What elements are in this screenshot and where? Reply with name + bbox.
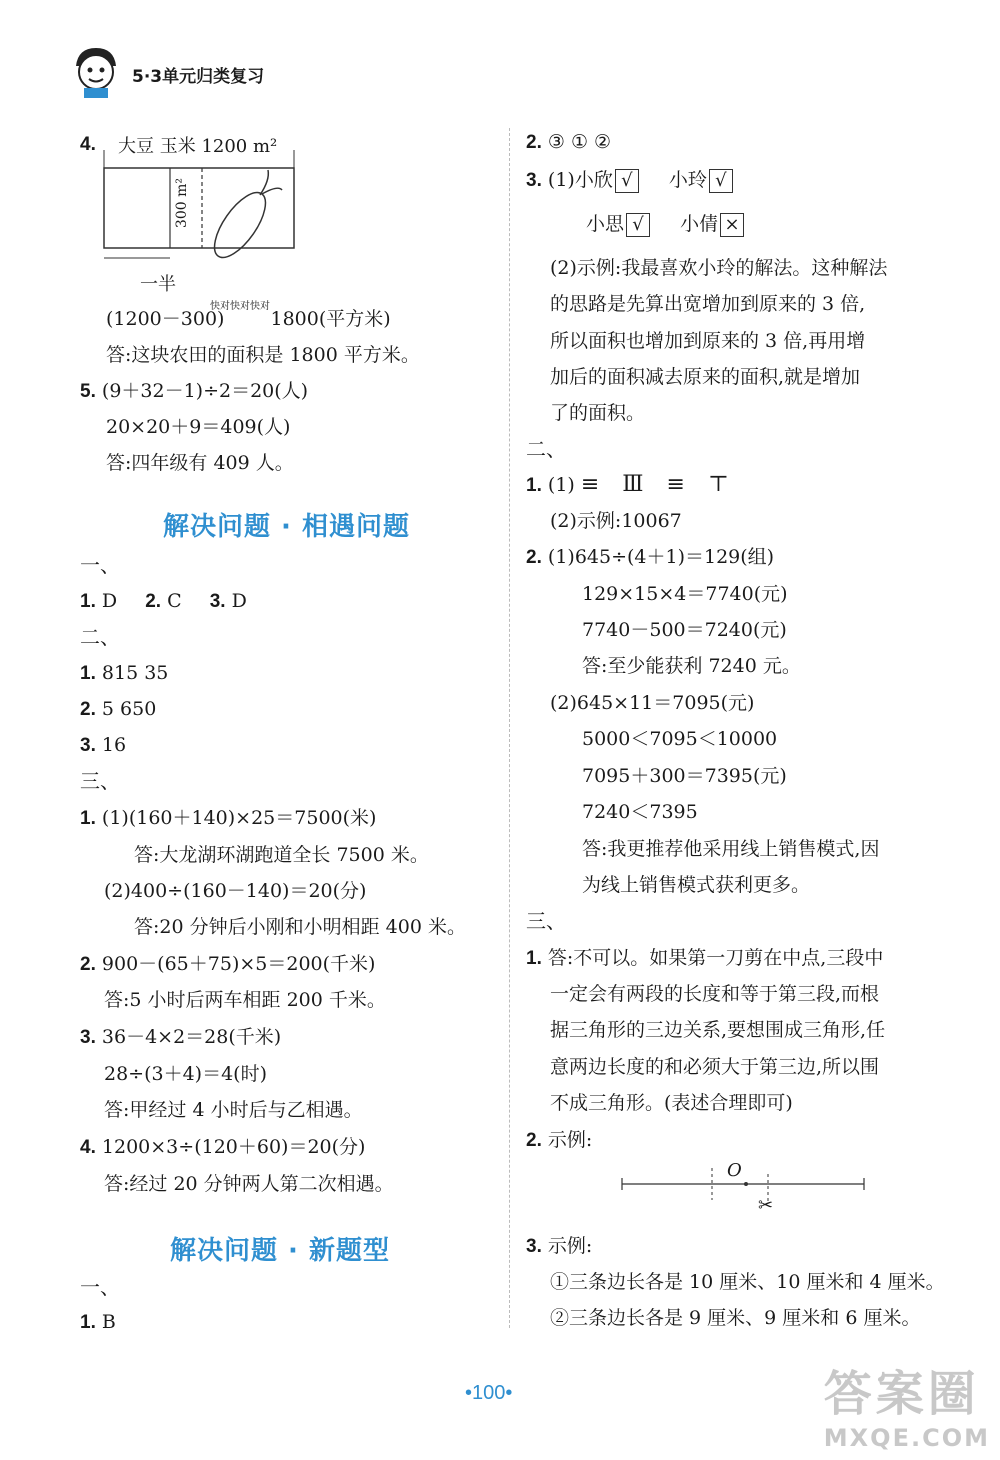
s1-choice-row: 1. D 2. C 3. D bbox=[80, 590, 247, 612]
r-t1-line1: 1. 答:不可以。如果第一刀剪在中点,三段中 bbox=[526, 947, 884, 969]
heading-part1: 一、 bbox=[80, 553, 120, 577]
header-title: 5·3单元归类复习 bbox=[132, 67, 265, 87]
r-r2-line5: (2)645×11＝7095(元) bbox=[550, 692, 755, 714]
r-r2-line9: 答:我更推荐他采用线上销售模式,因 bbox=[582, 838, 880, 860]
r-t3-line1: ①三条边长各是 10 厘米、10 厘米和 4 厘米。 bbox=[550, 1271, 945, 1293]
check-box: √ bbox=[615, 169, 639, 193]
r-r2-line8: 7240＜7395 bbox=[582, 801, 698, 823]
r-r2-line6: 5000＜7095＜10000 bbox=[582, 728, 778, 750]
r-q3-p2-l2: 的思路是先算出宽增加到原来的 3 倍, bbox=[550, 293, 866, 315]
r-t3-line2: ②三条边长各是 9 厘米、9 厘米和 6 厘米。 bbox=[550, 1307, 921, 1329]
q5-line2: 20×20＋9＝409(人) bbox=[106, 416, 291, 438]
heading-part3: 三、 bbox=[80, 769, 120, 793]
p1-line3: (2)400÷(160－140)＝20(分) bbox=[104, 880, 367, 902]
r-q3-p2-l5: 了的面积。 bbox=[550, 402, 646, 424]
counting-rods: ≡ Ⅲ ≡ ⊤ bbox=[580, 472, 737, 497]
fig-label-side: 300 m² bbox=[174, 178, 190, 229]
r-q3-row2: 小思 √ 小倩 × bbox=[586, 212, 746, 237]
r-q3-row1: 3. (1)小欣 √ 小玲 √ bbox=[526, 168, 735, 193]
r-t1-line2: 一定会有两段的长度和等于第三段,而根 bbox=[550, 983, 880, 1005]
q4-number: 4. bbox=[80, 134, 96, 155]
p4-line2: 答:经过 20 分钟两人第二次相遇。 bbox=[104, 1173, 394, 1195]
p1-line1: 1. (1)(160＋140)×25＝7500(米) bbox=[80, 807, 377, 829]
section-title-meeting: 解决问题 · 相遇问题 bbox=[163, 512, 410, 542]
r-r1-line2: (2)示例:10067 bbox=[550, 510, 682, 532]
r-t3: 3. 示例: bbox=[526, 1235, 593, 1257]
r-heading-part3: 三、 bbox=[526, 909, 566, 933]
column-divider bbox=[509, 128, 510, 1328]
r-q3-p2-l3: 所以面积也增加到原来的 3 倍,再用增 bbox=[550, 330, 866, 352]
p2-line1: 2. 900－(65＋75)×5＝200(千米) bbox=[80, 953, 376, 975]
r-t1-line4: 意两边长度的和必须大于第三边,所以围 bbox=[550, 1056, 880, 1078]
r-heading-part2: 二、 bbox=[526, 437, 566, 461]
s1-fill-1: 1. 815 35 bbox=[80, 662, 169, 684]
p3-line1: 3. 36－4×2＝28(千米) bbox=[80, 1026, 282, 1048]
r-r1-line1: 1. (1) ≡ Ⅲ ≡ ⊤ bbox=[526, 472, 737, 497]
r-r2-line7: 7095＋300＝7395(元) bbox=[582, 765, 787, 787]
r-r2-line4: 答:至少能获利 7240 元。 bbox=[582, 655, 801, 677]
point-o-label: O bbox=[727, 1160, 742, 1181]
r-r2-line3: 7740－500＝7240(元) bbox=[582, 619, 787, 641]
page-number: •100• bbox=[465, 1382, 513, 1404]
s1-fill-2: 2. 5 650 bbox=[80, 698, 157, 720]
r-t2: 2. 示例: bbox=[526, 1129, 593, 1151]
r-q3-p2-l1: (2)示例:我最喜欢小玲的解法。这种解法 bbox=[550, 257, 888, 279]
p4-line1: 4. 1200×3÷(120＋60)＝20(分) bbox=[80, 1136, 366, 1158]
segment-figure bbox=[620, 1160, 870, 1220]
check-box: √ bbox=[709, 169, 733, 193]
r-r2-line1: 2. (1)645÷(4＋1)＝129(组) bbox=[526, 546, 775, 568]
r-q2: 2. ③ ① ② bbox=[526, 131, 612, 153]
s1-fill-3: 3. 16 bbox=[80, 734, 127, 756]
mascot-icon bbox=[70, 44, 122, 100]
heading-new-part1: 一、 bbox=[80, 1275, 120, 1299]
check-box: √ bbox=[626, 213, 650, 237]
new-q1: 1. B bbox=[80, 1311, 116, 1333]
q4-answer: 答:这块农田的面积是 1800 平方米。 bbox=[106, 344, 420, 366]
fig-label-bottom: 一半 bbox=[140, 274, 176, 295]
r-t1-line3: 据三角形的三边关系,要想围成三角形,任 bbox=[550, 1019, 886, 1041]
q4-calc: (1200－300) 1800(平方米) bbox=[106, 308, 391, 330]
heading-part2: 二、 bbox=[80, 625, 120, 649]
r-r2-line2: 129×15×4＝7740(元) bbox=[582, 583, 788, 605]
scissors-icon: ✂ bbox=[758, 1195, 774, 1216]
section-title-new-type: 解决问题 · 新题型 bbox=[170, 1236, 390, 1266]
fig-label-top: 大豆 玉米 1200 m² bbox=[118, 136, 278, 157]
r-q3-p2-l4: 加后的面积减去原来的面积,就是增加 bbox=[550, 366, 861, 388]
p3-line2: 28÷(3＋4)＝4(时) bbox=[104, 1063, 268, 1085]
r-r2-line10: 为线上销售模式获利更多。 bbox=[582, 874, 811, 896]
watermark: 答案圈 MXQE.COM bbox=[823, 1366, 990, 1452]
p2-line2: 答:5 小时后两车相距 200 千米。 bbox=[104, 989, 386, 1011]
p3-line3: 答:甲经过 4 小时后与乙相遇。 bbox=[104, 1099, 363, 1121]
scribble-text: 快对快对快对 bbox=[210, 301, 270, 312]
q5-answer: 答:四年级有 409 人。 bbox=[106, 452, 294, 474]
cross-box: × bbox=[720, 213, 744, 237]
p1-line4: 答:20 分钟后小刚和小明相距 400 米。 bbox=[134, 916, 466, 938]
p1-line2: 答:大龙湖环湖跑道全长 7500 米。 bbox=[134, 844, 429, 866]
r-t1-line5: 不成三角形。(表述合理即可) bbox=[550, 1092, 793, 1114]
q5-line1: 5. (9＋32－1)÷2＝20(人) bbox=[80, 380, 309, 402]
